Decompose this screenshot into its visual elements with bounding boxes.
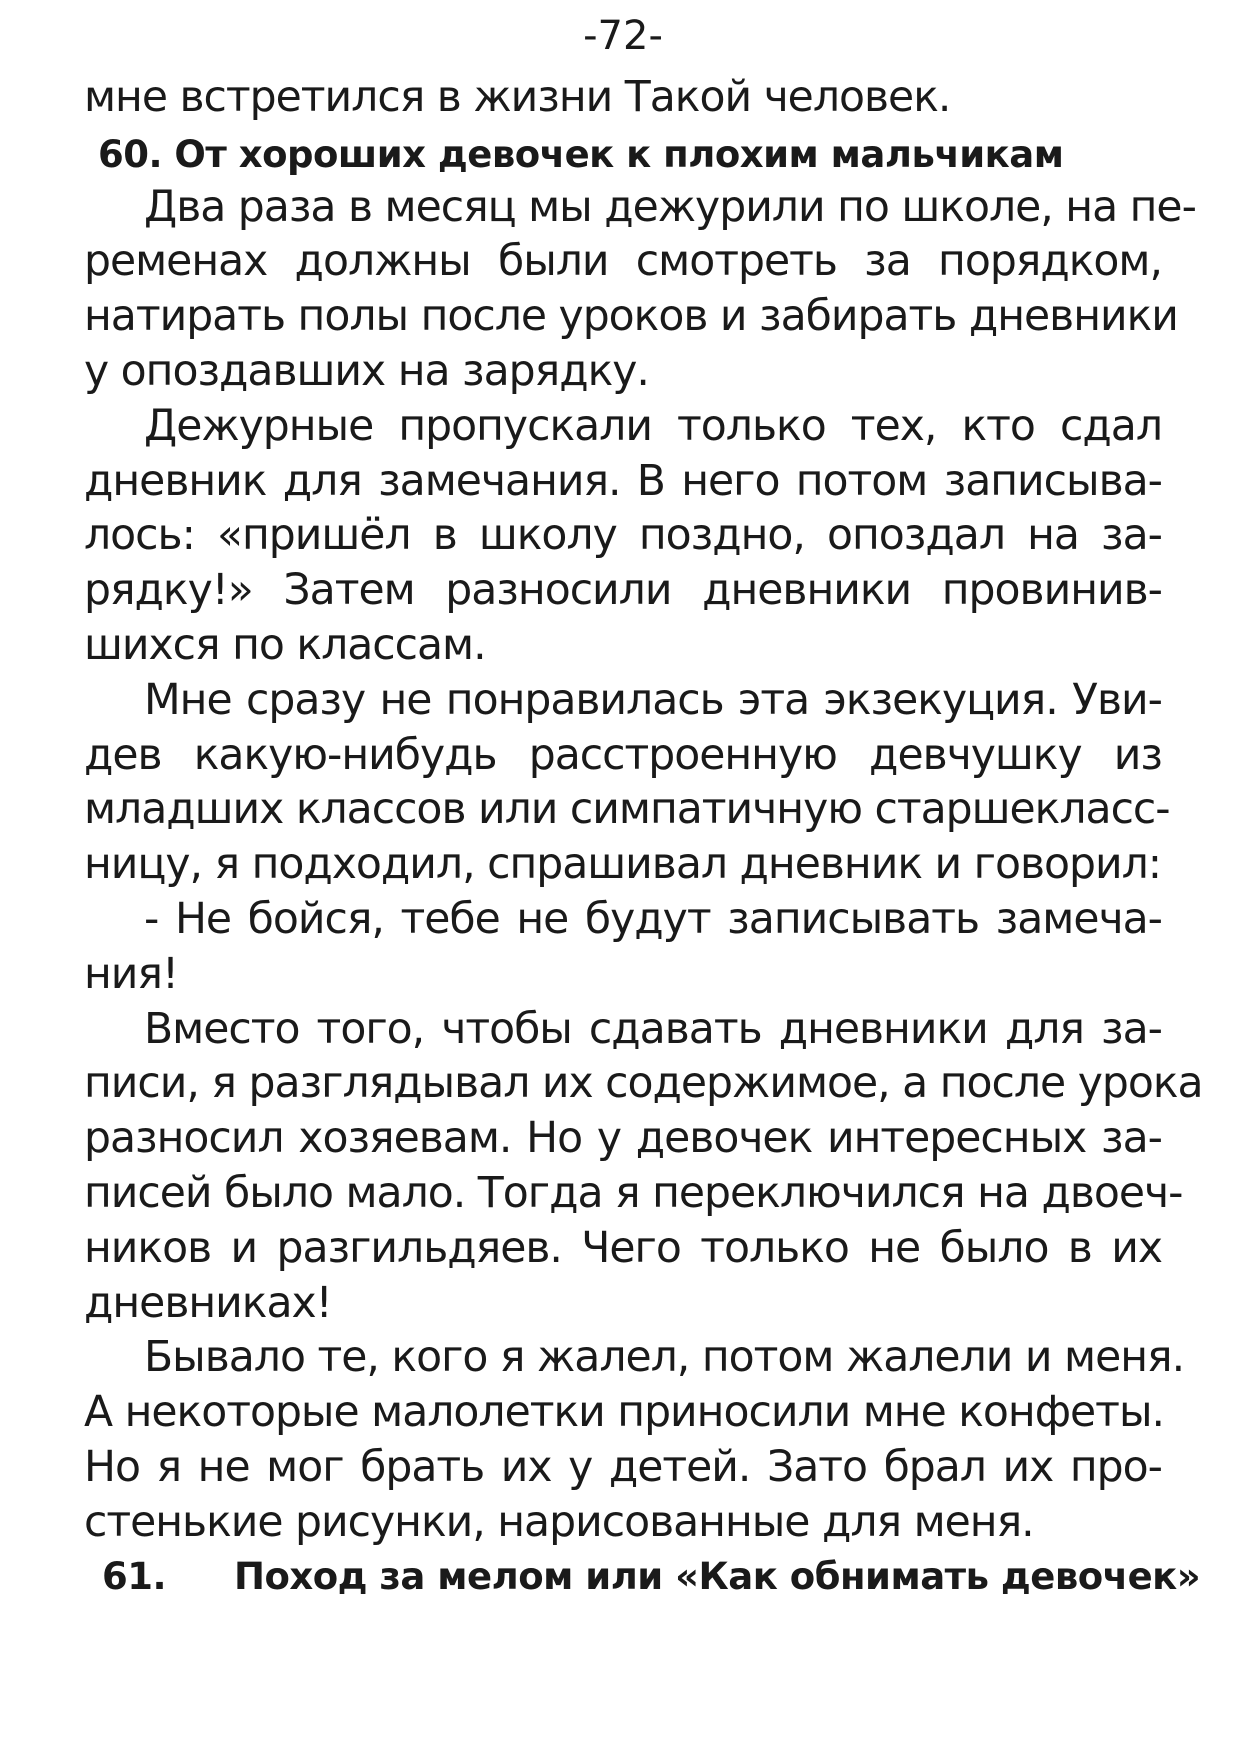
text-line: натирать полы после уроков и забирать дневники (84, 292, 1178, 342)
text-line: дневник для замечания. В него потом записыва- (84, 456, 1162, 506)
text-line: Но я не мог брать их у детей. Зато брал их про- (84, 1442, 1162, 1492)
paragraph (84, 181, 1196, 400)
page-number: -72- (583, 13, 663, 59)
body-text (84, 71, 1203, 1551)
paragraph (84, 674, 1170, 893)
text-line: - Не бойся, тебе не будут записывать замеча- (144, 894, 1162, 944)
text-line: Бывало те, кого я жалел, потом жалели и меня. (144, 1333, 1185, 1383)
text-line: дневниках! (84, 1278, 332, 1328)
text-line: Вместо того, чтобы сдавать дневники для за- (144, 1004, 1162, 1054)
text-line: ников и разгильдяев. Чего только не было в их (84, 1223, 1162, 1273)
text-line: лось: «пришёл в школу поздно, опоздал на за- (84, 511, 1162, 561)
text-line: Два раза в месяц мы дежурили по школе, на пе- (144, 182, 1196, 232)
text-line: А некоторые малолетки приносили мне конфеты. (84, 1388, 1165, 1438)
text-line: Мне сразу не понравилась эта экзекуция. Уви- (144, 675, 1162, 725)
paragraph (84, 400, 1162, 674)
text-line: у опоздавших на зарядку. (84, 346, 649, 396)
text-line: ременах должны были смотреть за порядком, (84, 237, 1162, 287)
book-page (84, 0, 1203, 1748)
paragraph (84, 1331, 1185, 1550)
section-heading-60: 60. От хороших девочек к плохим мальчикам (98, 132, 1064, 176)
section-title: Поход за мелом или «Как обнимать девочек» (234, 1555, 1201, 1598)
text-line: стенькие рисунки, нарисованные для меня. (84, 1497, 1034, 1547)
text-line: писей было мало. Тогда я переключился на двоеч- (84, 1168, 1183, 1218)
section-number: 61. (102, 1555, 167, 1598)
text-line: младших классов или симпатичную старшекласс- (84, 785, 1170, 835)
text-line: ния! (84, 949, 179, 999)
text-line: Дежурные пропускали только тех, кто сдал (144, 401, 1162, 451)
text-line: ницу, я подходил, спрашивал дневник и говорил: (84, 840, 1162, 890)
text-line: мне встретился в жизни Такой человек. (84, 73, 951, 122)
text-line: писи, я разглядывал их содержимое, а после урока (84, 1059, 1203, 1109)
text-line: дев какую-нибудь расстроенную девчушку из (84, 730, 1162, 780)
paragraph (84, 1003, 1203, 1332)
text-line: шихся по классам. (84, 620, 486, 670)
text-line: разносил хозяевам. Но у девочек интересных за- (84, 1114, 1162, 1164)
paragraph (84, 893, 1162, 1003)
text-line: рядку!» Затем разносили дневники провинив- (84, 566, 1162, 616)
